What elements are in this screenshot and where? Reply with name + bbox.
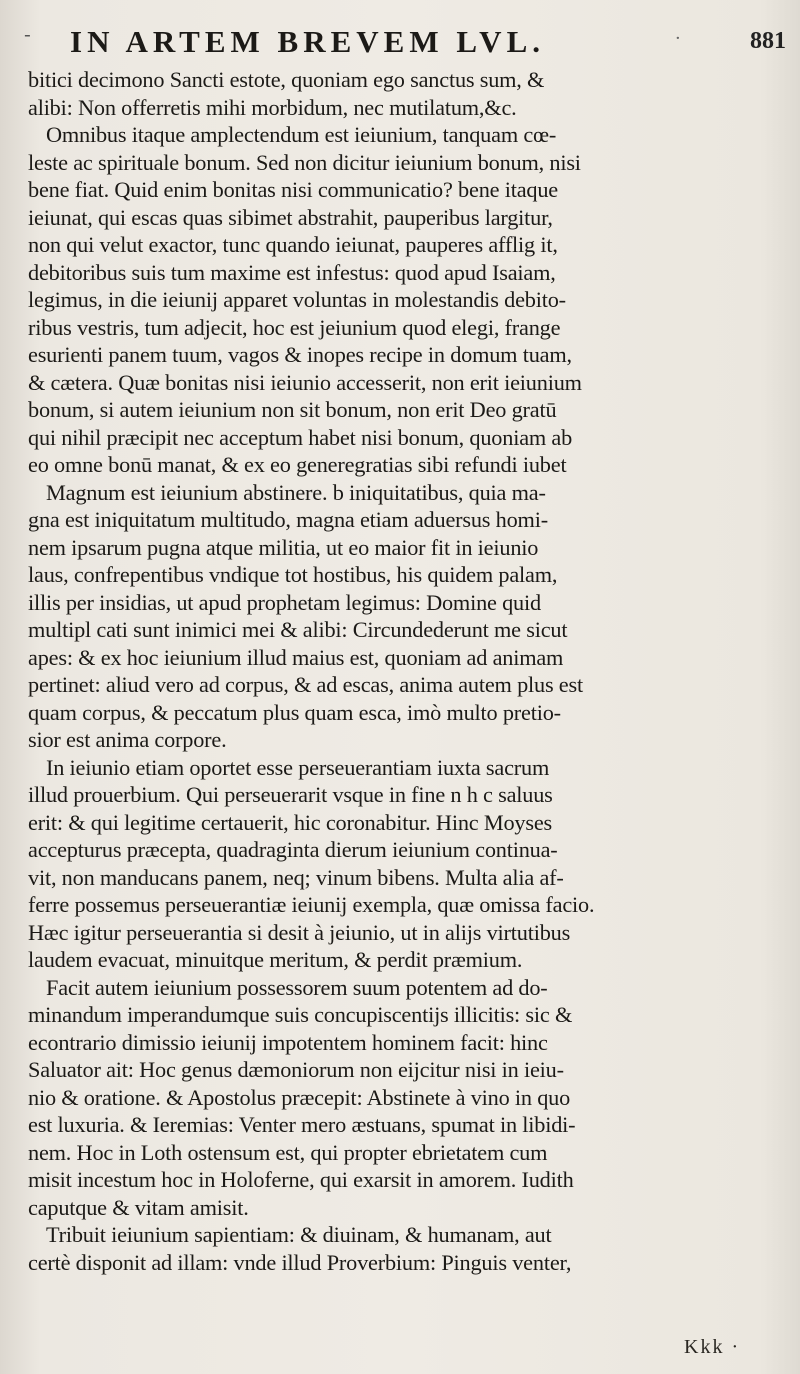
text-line: nem ipsarum pugna atque militia, ut eo maior fit in ieiunio xyxy=(28,534,539,560)
text-line: gna est iniquitatum multitudo, magna etiam aduersus homi- xyxy=(28,507,548,532)
text-line: misit incestum hoc in Holoferne, qui exarsit in amorem. Iudith xyxy=(28,1167,574,1192)
text-line: Hæc igitur perseuerantia si desit à jeiunio, ut in alijs virtutibus xyxy=(28,919,571,945)
text-line: bitici decimono Sancti estote, quoniam ego sanctus sum, & xyxy=(28,67,545,92)
text-line: & cætera. Quæ bonitas nisi ieiunio accesserit, non erit ieiunium xyxy=(28,369,582,395)
text-line: laus, confrepentibus vndique tot hostibus, his quidem palam, xyxy=(28,562,558,587)
text-line: non qui velut exactor, tunc quando ieiunat, pauperes afflig it, xyxy=(28,232,558,257)
text-line: sior est anima corpore. xyxy=(28,727,227,752)
text-line: caputque & vitam amisit. xyxy=(28,1194,249,1220)
text-line: est luxuria. & Ieremias: Venter mero æstuans, spumat in libidi- xyxy=(28,1112,576,1137)
header-left-mark: - xyxy=(24,22,31,46)
text-line: Tribuit ieiunium sapientiam: & diuinam, & humanam, aut xyxy=(46,1222,552,1247)
text-line: pertinet: aliud vero ad corpus, & ad escas, anima autem plus est xyxy=(28,672,583,697)
text-line: Facit autem ieiunium possessorem suum potentem ad do- xyxy=(46,974,548,1000)
text-line: ieiunat, qui escas quas sibimet abstrahit, pauperibus largitur, xyxy=(28,204,553,230)
text-line: certè disponit ad illam: vnde illud Proverbium: Pinguis venter, xyxy=(28,1249,572,1275)
text-line: erit: & qui legitime certauerit, hic coronabitur. Hinc Moyses xyxy=(28,809,553,835)
text-line: qui nihil præcipit nec acceptum habet nisi bonum, quoniam ab xyxy=(28,424,573,450)
text-line: accepturus præcepta, quadraginta dierum ieiunium continua- xyxy=(28,837,558,862)
text-line: illud prouerbium. Qui perseuerarit vsque in fine n h c saluus xyxy=(28,782,553,807)
text-line: bene fiat. Quid enim bonitas nisi communicatio? bene itaque xyxy=(28,177,558,202)
text-line: quam corpus, & peccatum plus quam esca, imò multo pretio- xyxy=(28,699,561,725)
signature-mark: Kkk · xyxy=(684,1336,741,1358)
text-line: illis per insidias, ut apud prophetam legimus: Domine quid xyxy=(28,589,541,615)
text-line: In ieiunio etiam oportet esse perseuerantiam iuxta sacrum xyxy=(46,754,550,780)
text-line: legimus, in die ieiunij apparet voluntas in molestandis debito- xyxy=(28,287,566,312)
running-title: IN ARTEM BREVEM LVL. xyxy=(70,24,545,59)
text-line: laudem evacuat, minuitque meritum, & perdit præmium. xyxy=(28,947,523,972)
running-head xyxy=(0,10,800,60)
text-line: ribus vestris, tum adjecit, hoc est jeiunium quod elegi, frange xyxy=(28,314,561,340)
text-line: Omnibus itaque amplectendum est ieiunium, tanquam cœ- xyxy=(46,122,557,147)
text-line: multipl cati sunt inimici mei & alibi: Circundederunt me sicut xyxy=(28,617,568,642)
body-text xyxy=(28,66,772,1276)
text-line: esurienti panem tuum, vagos & inopes recipe in domum tuam, xyxy=(28,342,572,367)
text-line: apes: & ex hoc ieiunium illud maius est, quoniam ad animam xyxy=(28,644,564,670)
text-line: econtrario dimissio ieiunij impotentem hominem facit: hinc xyxy=(28,1029,548,1055)
folio-number: 881 xyxy=(750,28,786,54)
text-line: Saluator ait: Hoc genus dæmoniorum non eijcitur nisi in ieiu- xyxy=(28,1057,564,1082)
text-line: nio & oratione. & Apostolus præcepit: Abstinete à vino in quo xyxy=(28,1084,571,1110)
text-line: bonum, si autem ieiunium non sit bonum, non erit Deo gratū xyxy=(28,397,557,422)
text-line: leste ac spirituale bonum. Sed non dicitur ieiunium bonum, nisi xyxy=(28,149,581,175)
text-line: alibi: Non offerretis mihi morbidum, nec mutilatum,&c. xyxy=(28,94,517,120)
header-middle-mark: · xyxy=(675,28,681,49)
text-line: vit, non manducans panem, neq; vinum bibens. Multa alia af- xyxy=(28,864,564,890)
text-line: minandum imperandumque suis concupiscentijs illicitis: sic & xyxy=(28,1002,573,1027)
text-line: debitoribus suis tum maxime est infestus: quod apud Isaiam, xyxy=(28,259,556,285)
text-line: nem. Hoc in Loth ostensum est, qui propter ebrietatem cum xyxy=(28,1139,548,1165)
text-line: eo omne bonū manat, & ex eo generegratias sibi refundi iubet xyxy=(28,452,567,477)
text-line: ferre possemus perseuerantiæ ieiunij exempla, quæ omissa facio. xyxy=(28,892,595,917)
text-line: Magnum est ieiunium abstinere. b iniquitatibus, quia ma- xyxy=(46,479,546,505)
